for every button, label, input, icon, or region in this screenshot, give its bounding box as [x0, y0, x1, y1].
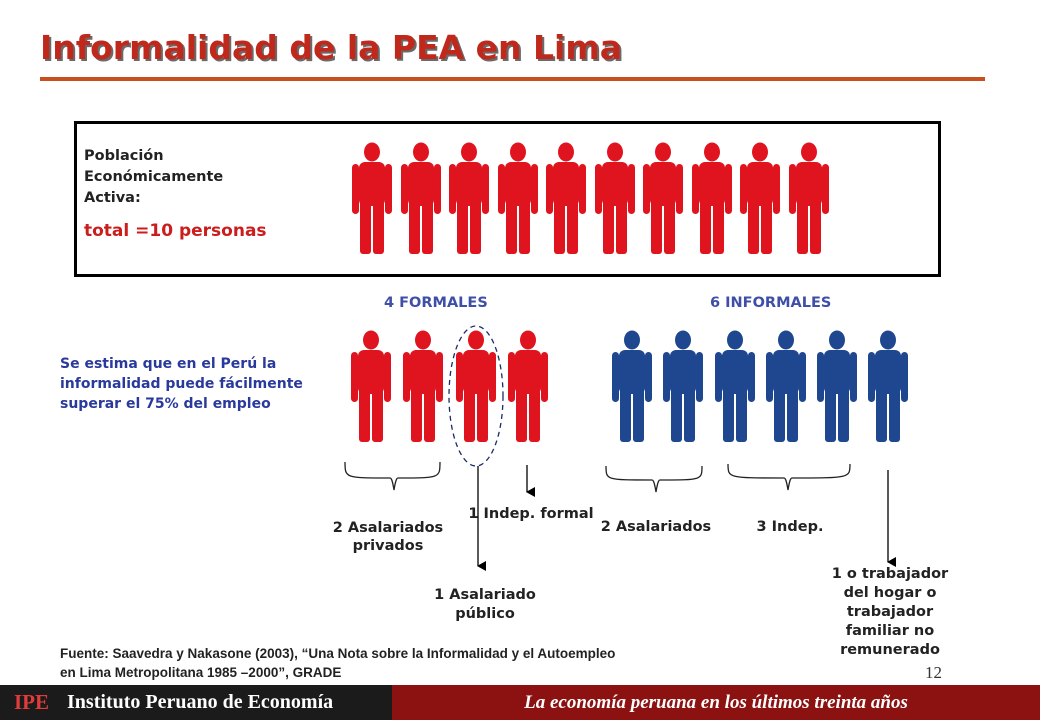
- label-line: 2 Asalariados: [332, 520, 444, 536]
- person-icon: [403, 330, 443, 442]
- bracket-privados: [345, 462, 440, 490]
- bracket-indep-inf: [728, 464, 850, 490]
- person-icon: [351, 330, 391, 442]
- person-icon: [508, 330, 548, 442]
- institute-name: Instituto Peruano de Economía: [67, 691, 334, 713]
- label-asalariados-informales: 2 Asalariados: [600, 519, 712, 535]
- label-line: familiar no: [845, 623, 935, 639]
- bracket-asalariados-inf: [606, 466, 702, 492]
- label-line: 1 Asalariado: [434, 587, 536, 603]
- person-icon: [715, 330, 755, 442]
- person-icon: [449, 142, 489, 254]
- person-icon: [868, 330, 908, 442]
- person-icon: [692, 142, 732, 254]
- label-indep-informales: 3 Indep.: [756, 519, 824, 535]
- ipe-logo: IPE: [14, 690, 50, 714]
- person-icon: [456, 330, 496, 442]
- person-icon: [766, 330, 806, 442]
- person-icon: [817, 330, 857, 442]
- person-icon: [595, 142, 635, 254]
- footer-tagline: La economía peruana en los últimos treinta años: [524, 692, 908, 713]
- informality-estimate: Se estima que en el Perú la informalidad puede fácilmente superar el 75% del empleo: [60, 356, 303, 412]
- label-line: del hogar o: [843, 585, 937, 601]
- pea-label-line: Población: [84, 148, 164, 164]
- pea-total: total =10 personas: [84, 221, 267, 241]
- source-citation: Fuente: Saavedra y Nakasone (2003), “Una Nota sobre la Informalidad y el Autoempleo en Lima Metropolitana 1985 –2000”, GRADE: [60, 646, 616, 680]
- person-icon: [789, 142, 829, 254]
- person-icon: [401, 142, 441, 254]
- person-icon: [663, 330, 703, 442]
- formales-header: 4 FORMALES: [384, 295, 488, 311]
- informales-header: 6 INFORMALES: [710, 295, 832, 311]
- person-icon: [546, 142, 586, 254]
- person-icon: [352, 142, 392, 254]
- pea-label-line: Activa:: [84, 190, 141, 206]
- person-icon: [740, 142, 780, 254]
- slide-title: Informalidad de la PEA en Lima: [40, 28, 623, 67]
- label-line: privados: [352, 538, 424, 554]
- label-line: público: [455, 606, 515, 622]
- label-line: 1 o trabajador: [831, 566, 949, 582]
- person-icon: [498, 142, 538, 254]
- page-number: 12: [925, 663, 942, 682]
- person-icon: [612, 330, 652, 442]
- label-line: trabajador: [846, 604, 934, 620]
- pea-label-line: Económicamente: [84, 169, 224, 185]
- label-indep-formal: 1 Indep. formal: [468, 506, 594, 522]
- label-trabajador-hogar: [810, 565, 970, 660]
- label-asalariados-privados: [318, 519, 458, 555]
- label-asalariado-publico: [410, 586, 560, 624]
- person-icon: [643, 142, 683, 254]
- label-line: remunerado: [840, 642, 940, 658]
